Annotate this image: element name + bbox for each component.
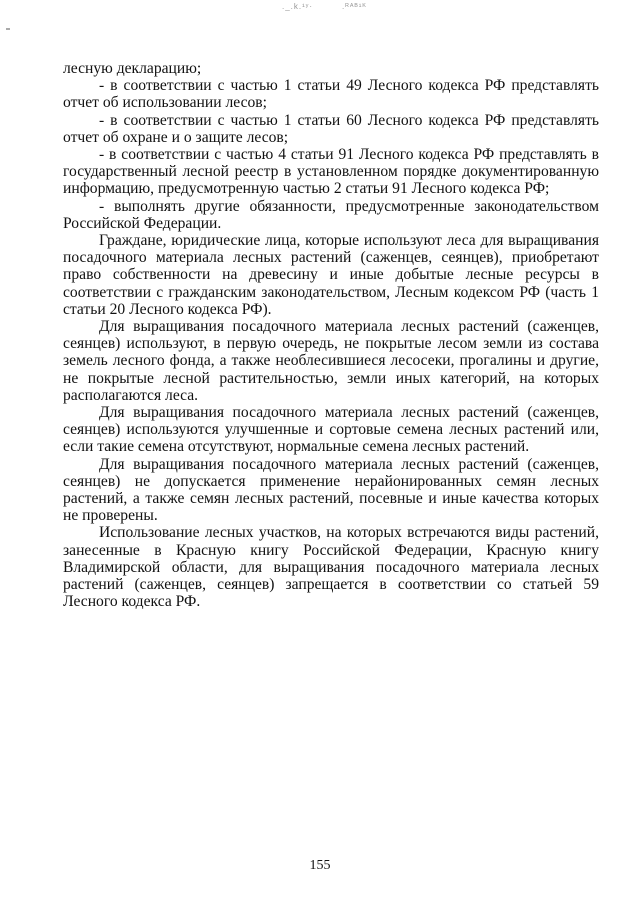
paragraph-other-obligations: - выполнять другие обязанности, предусмотренные законодательством Российской Федерации. [63, 197, 599, 232]
paragraph-seed-restrictions: Для выращивания посадочного материала лесных растений (саженцев, сеянцев) не допускается применение нерайонированных семян лесных растений, а также семян лесных растений, посевные и иные качества которых не проверены. [63, 455, 599, 525]
paragraph-seed-quality: Для выращивания посадочного материала лесных растений (саженцев, сеянцев) используются улучшенные и сортовые семена лесных растений или, если такие семена отсутствуют, нормальные семена лесных растений. [63, 404, 599, 456]
page-number: 155 [309, 858, 331, 873]
paragraph-report-protection: - в соответствии с частью 1 статьи 60 Лесного кодекса РФ представлять отчет об охране и о защите лесов; [63, 111, 599, 146]
paragraph-land-usage: Для выращивания посадочного материала лесных растений (саженцев, сеянцев) используют, в первую очередь, не покрытые лесом земли из состава земель лесного фонда, а также необлесившиеся лесосеки, прогалины и другие, не покрытые лесной растительностью, земли иных категорий, на которых располагаются леса. [63, 318, 599, 404]
paragraph-declaration-continuation: лесную декларацию; [63, 60, 202, 77]
document-body [63, 60, 599, 611]
paragraph-red-book-prohibition: Использование лесных участков, на которых встречаются виды растений, занесенные в Красную книгу Российской Федерации, Красную книгу Владимирской области, для выращивания посадочного материала лесных растений (саженцев, сеянцев) запрещается в соответствии со статьей 59 Лесного кодекса РФ. [63, 524, 599, 611]
scan-artifact-mark: .ᴿᴬᴮ¹ᴷ [342, 2, 367, 11]
paragraph-forest-registry: - в соответствии с частью 4 статьи 91 Лесного кодекса РФ представлять в государственный лесной реестр в установленном порядке документированную информацию, предусмотренную частью 2 статьи 91 Лесного кодекса РФ; [63, 146, 599, 198]
paragraph-ownership-rights: Граждане, юридические лица, которые используют леса для выращивания посадочного материала лесных растений (саженцев, сеянцев), приобретают право собственности на древесину и иные добытые лесные ресурсы в соответствии с гражданским законодательством, Лесным кодексом РФ (часть 1 статьи 20 Лесного кодекса РФ). [63, 232, 599, 318]
scan-edge-tick [6, 28, 10, 30]
scan-artifact-mark: ._.k.¹ʸ· [282, 2, 314, 11]
paragraph-report-usage: - в соответствии с частью 1 статьи 49 Лесного кодекса РФ представлять отчет об использовании лесов; [63, 77, 599, 112]
